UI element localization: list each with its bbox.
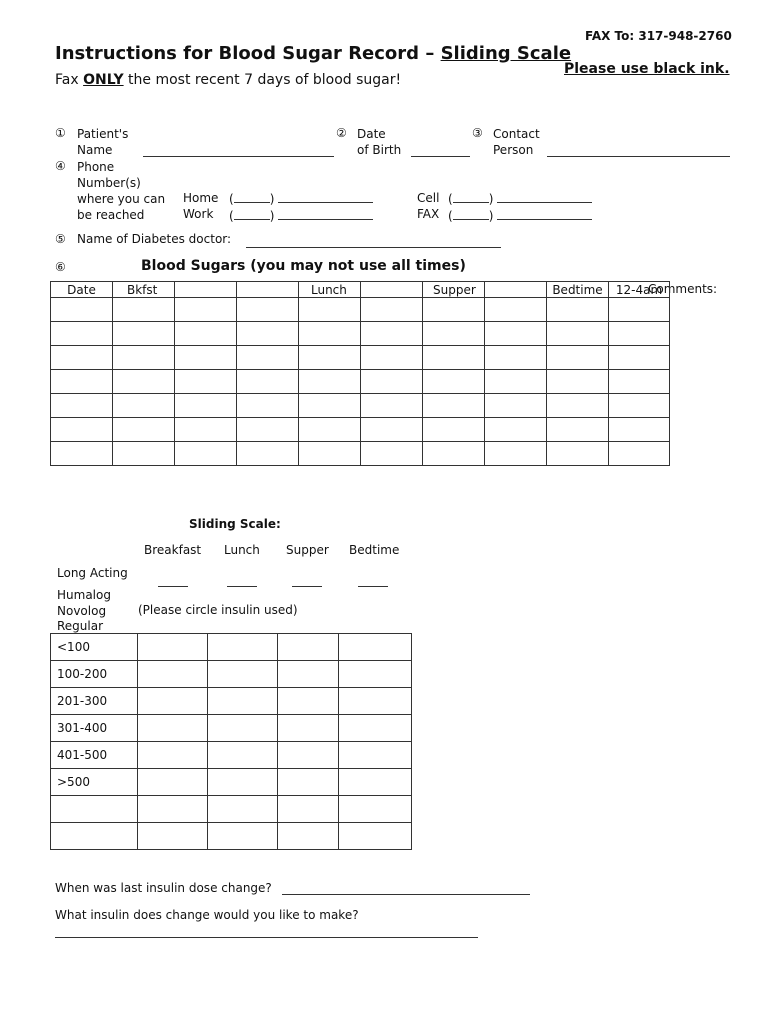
dose-cell[interactable] (208, 634, 278, 661)
blood-sugar-cell[interactable] (51, 394, 113, 418)
blood-sugar-cell[interactable] (361, 370, 423, 394)
dose-cell[interactable] (138, 661, 208, 688)
blood-sugar-cell[interactable] (237, 370, 299, 394)
col-date: Date (51, 282, 113, 298)
blood-sugar-cell[interactable] (113, 298, 175, 322)
dose-cell[interactable] (138, 634, 208, 661)
blood-sugar-cell[interactable] (299, 346, 361, 370)
range-label: <100 (51, 634, 138, 661)
table-row (51, 769, 412, 796)
blood-sugar-cell[interactable] (609, 394, 670, 418)
blood-sugar-cell[interactable] (547, 346, 609, 370)
range-label: >500 (51, 769, 138, 796)
col-bkfst: Bkfst (113, 282, 175, 298)
dose-cell[interactable] (278, 823, 339, 850)
fax-phone-field[interactable]: ( ) (448, 207, 592, 224)
blood-sugar-table (50, 281, 670, 466)
phone-number-num: ④ (55, 159, 66, 173)
table-row (51, 796, 412, 823)
comments-label: Comments: (648, 282, 718, 296)
range-label (51, 796, 138, 823)
range-label (51, 823, 138, 850)
blood-sugar-cell[interactable] (113, 370, 175, 394)
sliding-scale-title: Sliding Scale: (189, 517, 281, 531)
col-lunch: Lunch (299, 282, 361, 298)
col-blank-4 (485, 282, 547, 298)
blood-sugar-cell[interactable] (547, 418, 609, 442)
blood-sugar-cell[interactable] (361, 442, 423, 466)
blood-sugar-rows (51, 298, 670, 466)
dob-number: ② (336, 126, 347, 140)
circle-insulin-note: (Please circle insulin used) (138, 603, 298, 617)
subtitle-prefix: Fax (55, 72, 84, 88)
blood-sugar-cell[interactable] (609, 370, 670, 394)
table-row (51, 742, 412, 769)
dose-cell[interactable] (278, 796, 339, 823)
patient-number: ① (55, 126, 66, 140)
dose-cell[interactable] (278, 634, 339, 661)
blood-sugar-cell[interactable] (51, 370, 113, 394)
blood-sugar-cell[interactable] (361, 418, 423, 442)
page-title (55, 43, 571, 64)
dose-cell[interactable] (138, 742, 208, 769)
contact-number: ③ (472, 126, 483, 140)
fax-label: FAX (417, 207, 440, 221)
ink-note: Please use black ink. (564, 61, 730, 77)
meal-supper: Supper (286, 543, 329, 557)
blood-sugar-cell[interactable] (237, 346, 299, 370)
insulin-novolog[interactable]: Novolog (57, 603, 107, 618)
dose-cell[interactable] (339, 796, 412, 823)
blood-sugar-cell[interactable] (423, 322, 485, 346)
blood-sugar-cell[interactable] (361, 346, 423, 370)
dob-field[interactable] (411, 156, 470, 157)
dose-cell[interactable] (339, 823, 412, 850)
blood-sugar-cell[interactable] (51, 298, 113, 322)
blood-sugar-cell[interactable] (175, 346, 237, 370)
blood-sugar-cell[interactable] (51, 418, 113, 442)
blood-sugars-title: Blood Sugars (you may not use all times) (141, 258, 466, 274)
blood-sugar-cell[interactable] (423, 418, 485, 442)
subtitle-only: ONLY (83, 72, 124, 88)
long-acting-breakfast-field[interactable] (158, 586, 188, 587)
insulin-humalog[interactable]: Humalog (57, 588, 111, 602)
dose-cell[interactable] (208, 715, 278, 742)
blood-sugar-cell[interactable] (547, 298, 609, 322)
dose-cell[interactable] (208, 823, 278, 850)
blood-sugar-cell[interactable] (237, 418, 299, 442)
meal-bedtime: Bedtime (349, 543, 400, 557)
contact-label: Contact Person (493, 127, 540, 157)
blood-sugar-cell[interactable] (423, 442, 485, 466)
home-work-labels (183, 190, 218, 222)
table-row (51, 688, 412, 715)
blood-sugar-cell[interactable] (237, 322, 299, 346)
dose-cell[interactable] (339, 742, 412, 769)
doctor-label: Name of Diabetes doctor: (77, 232, 232, 246)
subtitle-suffix: the most recent 7 days of blood sugar! (123, 72, 402, 88)
table-row (51, 322, 670, 346)
dose-cell[interactable] (278, 688, 339, 715)
blood-sugar-cell[interactable] (485, 298, 547, 322)
blood-sugar-cell[interactable] (175, 370, 237, 394)
blood-sugar-cell[interactable] (299, 322, 361, 346)
work-phone-field[interactable]: ( ) (229, 207, 373, 224)
insulin-types (57, 588, 111, 635)
blood-sugar-cell[interactable] (423, 298, 485, 322)
blood-sugar-cell[interactable] (299, 298, 361, 322)
blood-sugar-cell[interactable] (237, 298, 299, 322)
home-phone-field[interactable]: ( ) (229, 190, 373, 207)
table-row (51, 661, 412, 688)
desired-change-question: What insulin does change would you like to make? (55, 908, 359, 922)
blood-sugar-cell[interactable] (175, 442, 237, 466)
blood-sugar-cell[interactable] (175, 298, 237, 322)
blood-sugar-cell[interactable] (175, 394, 237, 418)
blood-sugar-cell[interactable] (547, 322, 609, 346)
dose-cell[interactable] (138, 769, 208, 796)
blood-sugar-cell[interactable] (609, 346, 670, 370)
blood-sugar-cell[interactable] (51, 322, 113, 346)
dose-cell[interactable] (208, 688, 278, 715)
blood-sugar-cell[interactable] (609, 418, 670, 442)
col-supper: Supper (423, 282, 485, 298)
home-work-fields (229, 190, 373, 224)
cell-fax-fields (448, 190, 592, 224)
table-row (51, 715, 412, 742)
last-change-field[interactable] (282, 894, 530, 895)
blood-sugar-cell[interactable] (113, 442, 175, 466)
dose-cell[interactable] (138, 796, 208, 823)
dose-cell[interactable] (138, 688, 208, 715)
contact-field[interactable] (547, 156, 730, 157)
range-label: 201-300 (51, 688, 138, 715)
blood-sugar-cell[interactable] (547, 442, 609, 466)
doctor-number: ⑤ (55, 232, 66, 246)
blood-sugar-cell[interactable] (299, 370, 361, 394)
blood-sugar-cell[interactable] (485, 322, 547, 346)
dose-cell[interactable] (138, 823, 208, 850)
col-blank-3 (361, 282, 423, 298)
col-12-4am: 12-4am (609, 282, 670, 298)
long-acting-bedtime-field[interactable] (358, 586, 388, 587)
insulin-regular[interactable]: Regular (57, 619, 104, 633)
blood-sugar-cell[interactable] (547, 394, 609, 418)
blood-sugar-cell[interactable] (609, 442, 670, 466)
blood-sugar-cell[interactable] (547, 370, 609, 394)
phone-label: Phone Number(s) where you can be reached (77, 160, 166, 222)
dose-cell[interactable] (278, 742, 339, 769)
page-subtitle (55, 72, 401, 88)
blood-sugar-cell[interactable] (423, 394, 485, 418)
blood-sugar-cell[interactable] (175, 322, 237, 346)
home-label: Home (183, 191, 219, 205)
page-title-main: Instructions for Blood Sugar Record – (55, 43, 441, 64)
doctor-field[interactable] (246, 247, 501, 248)
blood-sugar-cell[interactable] (423, 370, 485, 394)
dose-cell[interactable] (339, 715, 412, 742)
blood-sugar-cell[interactable] (609, 298, 670, 322)
table-row (51, 634, 412, 661)
dose-cell[interactable] (208, 661, 278, 688)
blood-sugar-cell[interactable] (361, 298, 423, 322)
table-row (51, 442, 670, 466)
dose-cell[interactable] (339, 769, 412, 796)
blood-sugar-cell[interactable] (609, 322, 670, 346)
blood-sugar-cell[interactable] (113, 346, 175, 370)
table-row (51, 394, 670, 418)
range-label: 301-400 (51, 715, 138, 742)
blood-sugar-cell[interactable] (299, 394, 361, 418)
blood-sugar-cell[interactable] (485, 442, 547, 466)
table-row (51, 370, 670, 394)
long-acting-lunch-field[interactable] (227, 586, 257, 587)
patient-name-label: Patient's Name (77, 127, 129, 157)
blood-sugar-cell[interactable] (113, 322, 175, 346)
dose-cell[interactable] (138, 715, 208, 742)
dose-cell[interactable] (278, 769, 339, 796)
blood-sugar-cell[interactable] (361, 394, 423, 418)
table-row (51, 418, 670, 442)
page-title-underlined: Sliding Scale (440, 43, 572, 64)
fax-to-number: FAX To: 317-948-2760 (585, 29, 732, 43)
sliding-scale-rows (51, 634, 412, 850)
sliding-scale-table (50, 633, 412, 850)
dose-cell[interactable] (339, 661, 412, 688)
meal-lunch: Lunch (224, 543, 260, 557)
table-row (51, 346, 670, 370)
table-row (51, 298, 670, 322)
long-acting-supper-field[interactable] (292, 586, 322, 587)
dob-label: Date of Birth (357, 127, 402, 157)
blood-sugars-number: ⑥ (55, 260, 66, 274)
col-bedtime: Bedtime (547, 282, 609, 298)
blood-sugar-cell[interactable] (485, 370, 547, 394)
col-blank-1 (175, 282, 237, 298)
blood-sugar-cell[interactable] (237, 394, 299, 418)
dose-cell[interactable] (208, 769, 278, 796)
blood-sugar-cell[interactable] (51, 442, 113, 466)
blood-sugar-cell[interactable] (299, 418, 361, 442)
dose-cell[interactable] (278, 661, 339, 688)
table-row (51, 823, 412, 850)
blood-sugar-header-row (51, 282, 670, 298)
blood-sugar-cell[interactable] (237, 442, 299, 466)
blood-sugar-cell[interactable] (113, 418, 175, 442)
blood-sugar-cell[interactable] (361, 322, 423, 346)
cell-label: Cell (417, 191, 440, 205)
blood-sugar-cell[interactable] (423, 346, 485, 370)
blood-sugar-cell[interactable] (485, 394, 547, 418)
patient-name-field[interactable] (143, 156, 334, 157)
blood-sugar-cell[interactable] (175, 418, 237, 442)
cell-phone-field[interactable]: ( ) (448, 190, 592, 207)
dose-cell[interactable] (339, 688, 412, 715)
col-blank-2 (237, 282, 299, 298)
range-label: 100-200 (51, 661, 138, 688)
dose-cell[interactable] (208, 796, 278, 823)
cell-fax-labels (417, 190, 439, 222)
meal-breakfast: Breakfast (144, 543, 202, 557)
dose-cell[interactable] (339, 634, 412, 661)
dose-cell[interactable] (208, 742, 278, 769)
blood-sugar-cell[interactable] (113, 394, 175, 418)
range-label: 401-500 (51, 742, 138, 769)
long-acting-label: Long Acting (57, 566, 128, 580)
blood-sugar-cell[interactable] (51, 346, 113, 370)
dose-cell[interactable] (278, 715, 339, 742)
work-label: Work (183, 207, 214, 221)
blood-sugar-cell[interactable] (485, 346, 547, 370)
blood-sugar-cell[interactable] (485, 418, 547, 442)
blood-sugar-cell[interactable] (299, 442, 361, 466)
last-change-question: When was last insulin dose change? (55, 881, 272, 895)
desired-change-field[interactable] (55, 937, 478, 938)
